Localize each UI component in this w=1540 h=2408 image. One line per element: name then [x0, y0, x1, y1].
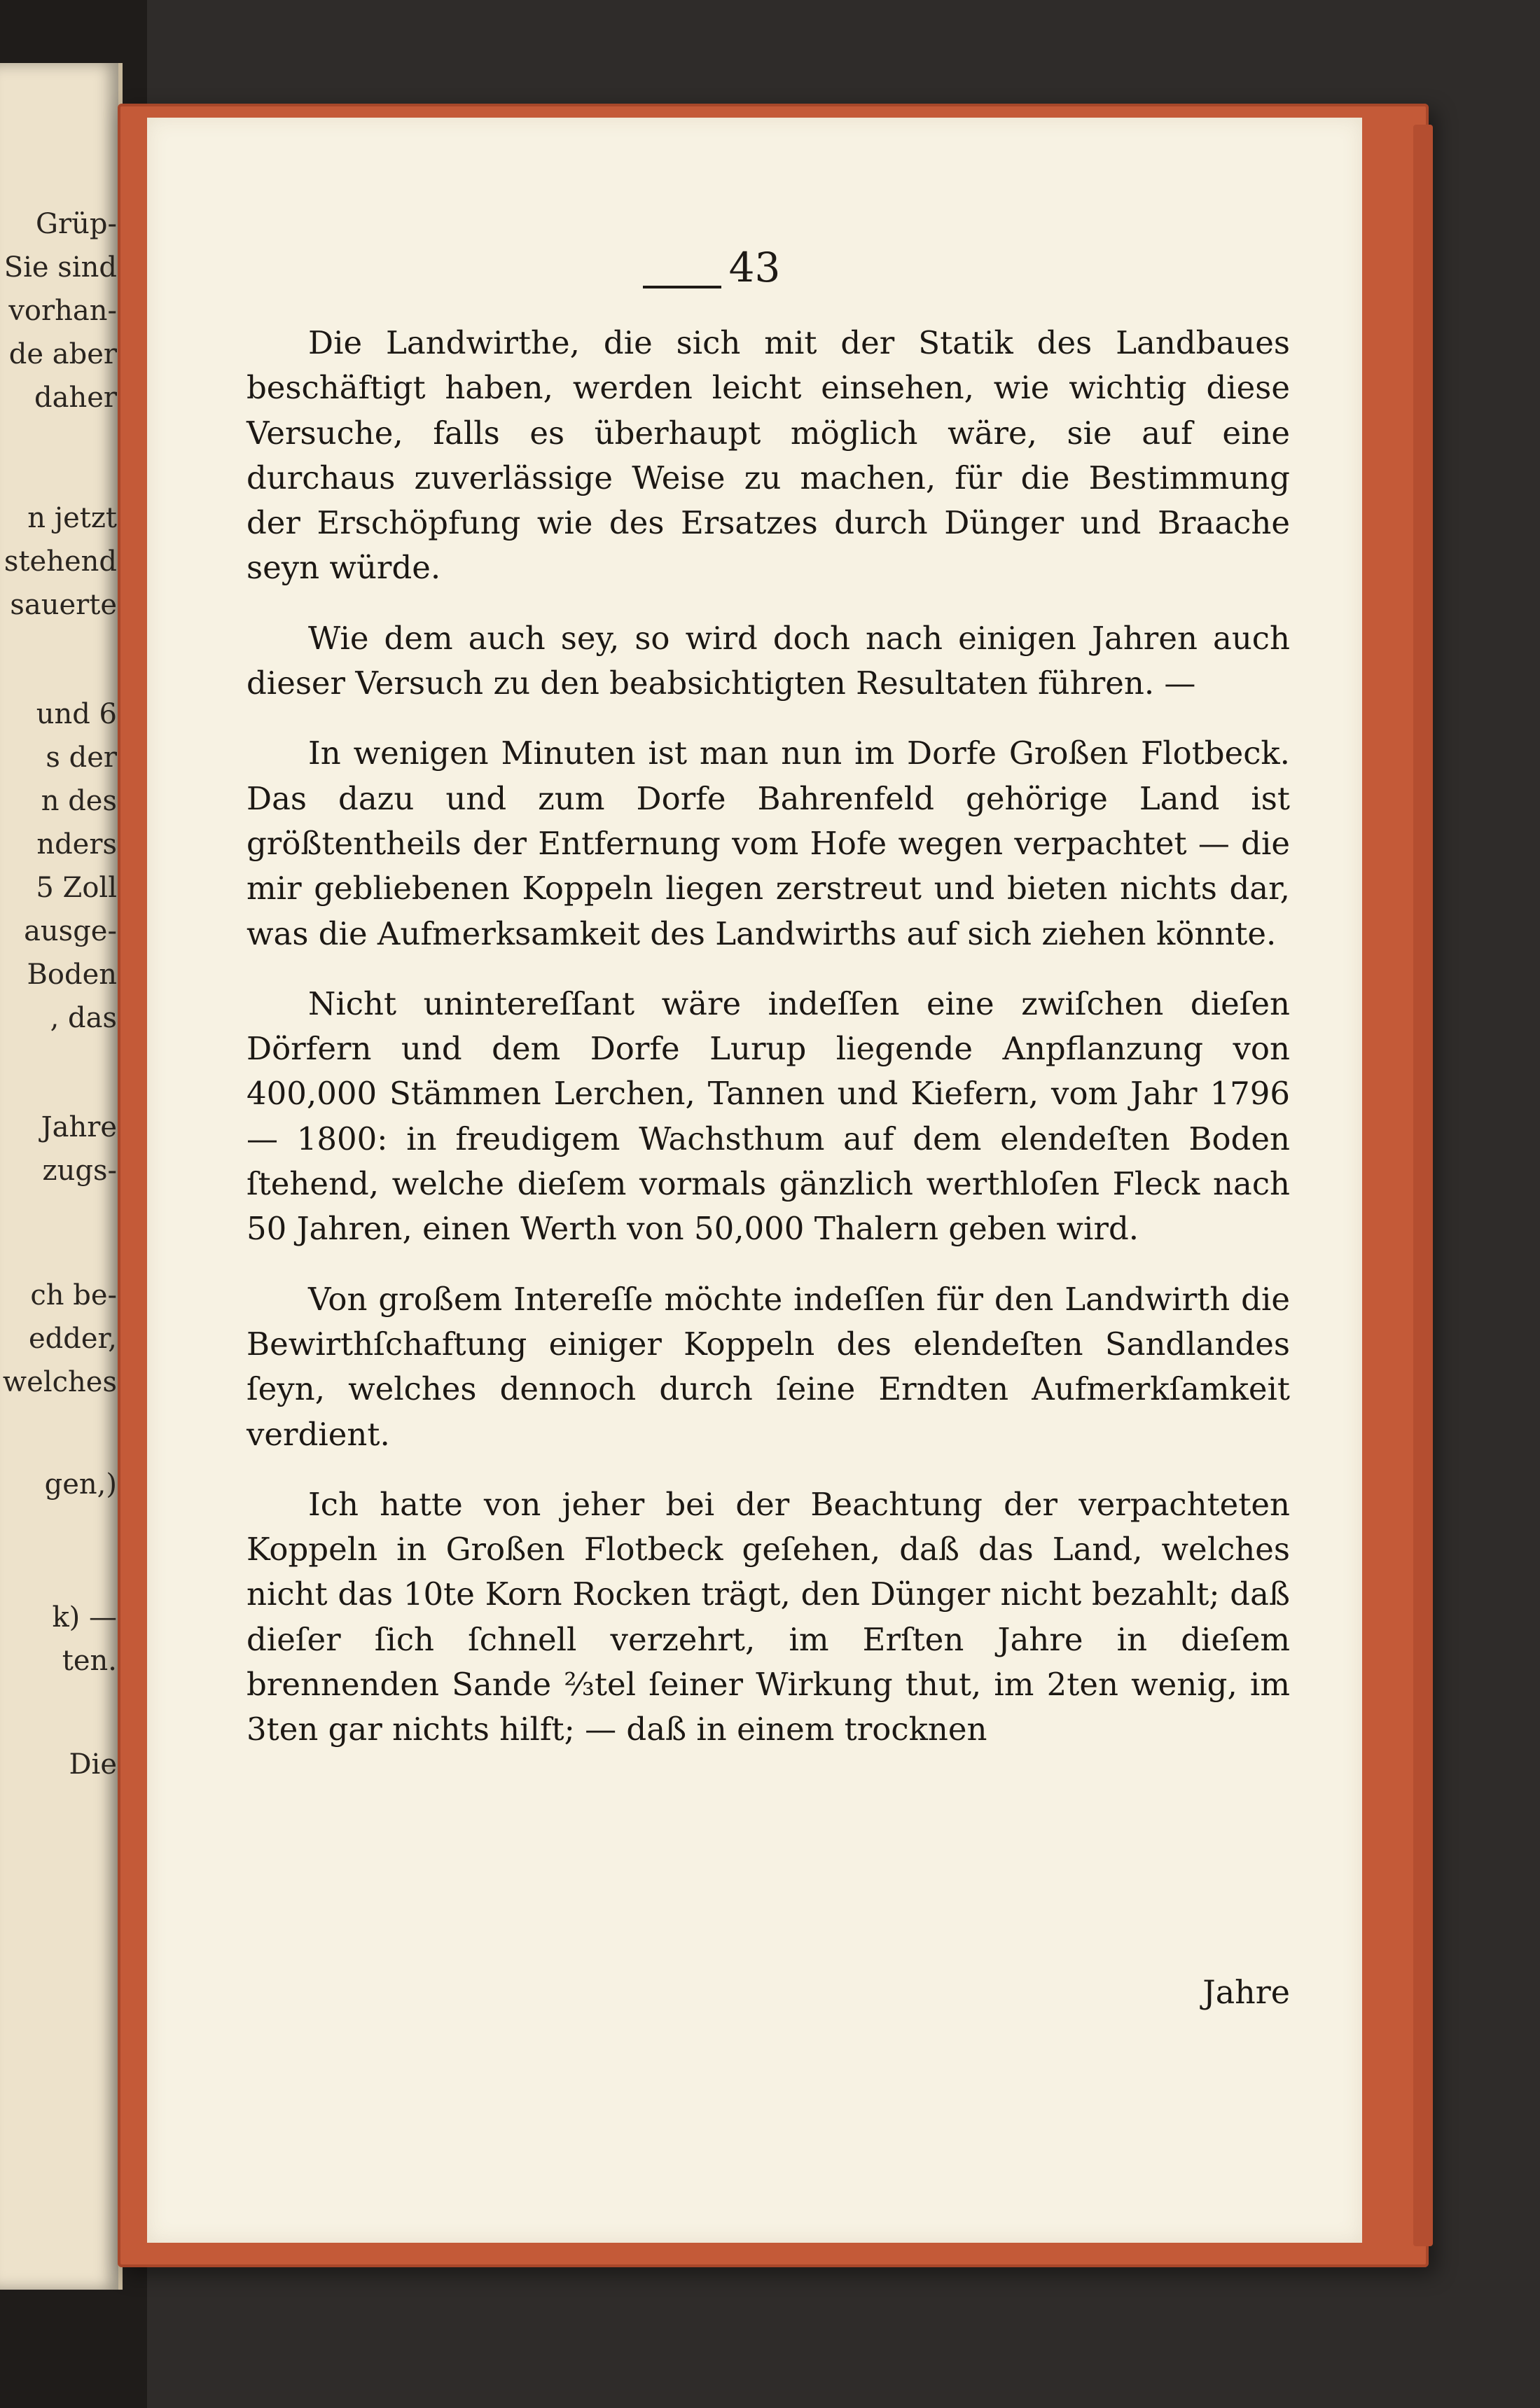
paragraph: Von großem Intereſſe möchte indeſſen für den Landwirth die Bewirthſchaftung einiger Koppeln des elendeſten Sandlandes ſeyn, welches dennoch durch ſeine Erndten Aufmerkſamkeit verdient.	[247, 1280, 1290, 1453]
left-page-fragment: s der	[46, 742, 117, 774]
left-page-fragment: ausge-	[24, 915, 117, 947]
left-page-fragment: , das	[50, 1002, 117, 1034]
left-page-fragment: Sie sind	[4, 251, 117, 284]
left-page-fragment: daher	[34, 382, 117, 414]
left-page-fragment: Jahre	[41, 1111, 117, 1143]
left-page-fragment: stehend	[4, 545, 117, 578]
catchword: Jahre	[1202, 1973, 1290, 2011]
left-page-fragment: und 6	[36, 698, 117, 730]
left-page-fragment: gen,)	[44, 1468, 117, 1501]
left-page-fragment: zugs-	[42, 1155, 117, 1187]
left-page-fragment: nders	[36, 828, 117, 861]
cover-fore-edge	[1413, 125, 1433, 2246]
left-page-fragment: vorhan-	[8, 295, 117, 327]
paragraph: Wie dem auch sey, so wird doch nach einigen Jahren auch dieser Versuch zu den beabsichtigten Resultaten führen. —	[247, 619, 1290, 702]
left-page-fragment: welches	[2, 1366, 117, 1398]
paragraph: Die Landwirthe, die sich mit der Statik des Landbaues beschäftigt haben, werden leicht einsehen, wie wichtig diese Versuche, falls es überhaupt möglich wäre, sie auf eine durchaus zuverlässige Weise zu machen, für die Bestimmung der Erschöpfung wie des Ersatzes durch Dünger und Braache seyn würde.	[247, 324, 1290, 587]
left-page-fragment: n des	[41, 785, 117, 817]
left-page-fragment: sauerte	[10, 589, 117, 621]
left-page-fragment: ten.	[62, 1645, 117, 1677]
page-number-rule	[643, 286, 721, 288]
right-page	[147, 118, 1362, 2243]
paragraph: Ich hatte von jeher bei der Beachtung der verpachteten Koppeln in Großen Flotbeck geſehen, daß das Land, welches nicht das 10te Korn Rocken trägt, den Dünger nicht bezahlt; daß dieſer ſich ſchnell verzehrt, im Erſten Jahre in dieſem brennenden Sande ⅔tel ſeiner Wirkung thut, im 2ten wenig, im 3ten gar nichts hilft; — daß in einem trocknen	[247, 1485, 1290, 1748]
paragraph: Nicht unintereſſant wäre indeſſen eine zwiſchen dieſen Dörfern und dem Dorfe Lurup liegende Anpflanzung von 400,000 Stämmen Lerchen, Tannen und Kiefern, vom Jahr 1796 — 1800: in freudigem Wachsthum auf dem elendeſten Boden ſtehend, welche dieſem vormals gänzlich werthloſen Fleck nach 50 Jahren, einen Werth von 50,000 Thalern geben wird.	[247, 984, 1290, 1248]
left-page-fragment: Grüp-	[36, 208, 117, 240]
left-page-fragment: 5 Zoll	[36, 872, 117, 904]
left-page-fragment: Die	[69, 1748, 117, 1781]
left-page-edge	[0, 63, 123, 2290]
left-page-fragment: ch be-	[30, 1279, 117, 1311]
left-page-fragment: n jetzt	[27, 502, 117, 534]
left-page-fragment: de aber	[8, 338, 117, 370]
left-page-fragment: Boden	[27, 959, 117, 991]
left-page-fragment: k) —	[52, 1601, 117, 1634]
paragraph: In wenigen Minuten ist man nun im Dorfe Großen Flotbeck. Das dazu und zum Dorfe Bahrenfeld gehörige Land ist größtentheils der Entfernung vom Hofe wegen verpachtet — die mir gebliebenen Koppeln liegen zerstreut und bieten nichts dar, was die Aufmerksamkeit des Landwirths auf sich ziehen könnte.	[247, 735, 1290, 952]
body-text	[247, 321, 1290, 1778]
page-number: 43	[728, 244, 781, 291]
left-page-fragment: edder,	[29, 1323, 117, 1355]
